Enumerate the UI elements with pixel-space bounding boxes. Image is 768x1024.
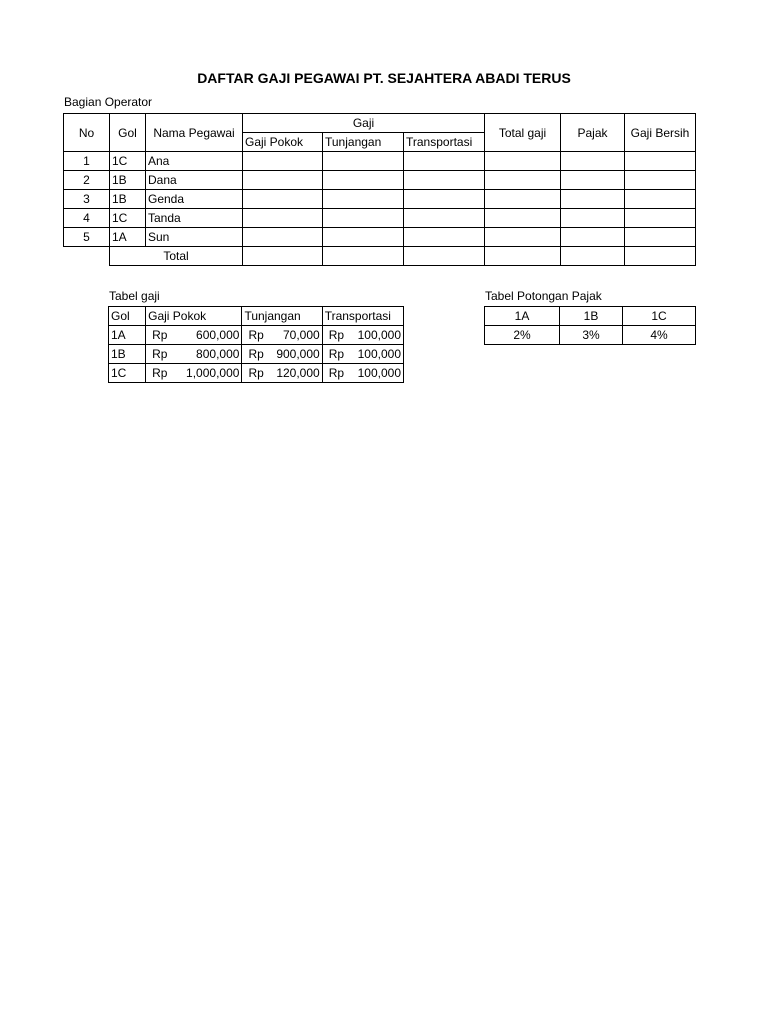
table-row xyxy=(64,190,696,209)
cell-empty[interactable] xyxy=(243,171,323,190)
cell-empty[interactable] xyxy=(625,228,696,247)
cell-empty[interactable] xyxy=(561,171,625,190)
header-transportasi: Transportasi xyxy=(404,133,485,152)
header-total-gaji: Total gaji xyxy=(485,114,561,152)
cell-tunjangan xyxy=(242,326,322,345)
cell-empty[interactable] xyxy=(323,152,404,171)
cell-empty[interactable] xyxy=(485,152,561,171)
cell-gol: 1B xyxy=(110,171,146,190)
cell-empty[interactable] xyxy=(561,228,625,247)
currency-label: Rp xyxy=(328,366,345,380)
header-transportasi: Transportasi xyxy=(322,307,403,326)
cell-empty[interactable] xyxy=(404,152,485,171)
cell-gol: 1B xyxy=(109,345,146,364)
cell-gaji-pokok xyxy=(146,326,242,345)
cell-gol: 1C xyxy=(109,364,146,383)
pajak-1b: 3% xyxy=(560,326,623,345)
cell-empty[interactable] xyxy=(561,190,625,209)
cell-empty[interactable] xyxy=(323,209,404,228)
header-gol: Gol xyxy=(109,307,146,326)
cell-empty[interactable] xyxy=(561,152,625,171)
cell-nama: Tanda xyxy=(146,209,243,228)
cell-empty[interactable] xyxy=(485,247,561,266)
cell-empty[interactable] xyxy=(323,247,404,266)
currency-label: Rp xyxy=(248,328,264,342)
amount: 600,000 xyxy=(196,328,240,342)
cell-no: 2 xyxy=(64,171,110,190)
amount: 70,000 xyxy=(283,328,320,342)
amount: 120,000 xyxy=(276,366,320,380)
cell-nama: Genda xyxy=(146,190,243,209)
table-row xyxy=(64,152,696,171)
cell-empty[interactable] xyxy=(625,209,696,228)
cell-empty[interactable] xyxy=(404,171,485,190)
currency-label: Rp xyxy=(248,366,264,380)
cell-empty[interactable] xyxy=(561,247,625,266)
cell-transportasi xyxy=(322,345,403,364)
currency-label: Rp xyxy=(152,347,168,361)
cell-no: 4 xyxy=(64,209,110,228)
cell-empty[interactable] xyxy=(485,171,561,190)
header-pajak: Pajak xyxy=(561,114,625,152)
blank-cell xyxy=(64,247,110,266)
header-gol-1a: 1A xyxy=(485,307,560,326)
cell-empty[interactable] xyxy=(625,190,696,209)
cell-empty[interactable] xyxy=(243,247,323,266)
cell-no: 3 xyxy=(64,190,110,209)
cell-nama: Ana xyxy=(146,152,243,171)
cell-nama: Sun xyxy=(146,228,243,247)
total-row xyxy=(64,247,696,266)
currency-label: Rp xyxy=(152,366,168,380)
table-row xyxy=(64,171,696,190)
table-row xyxy=(64,228,696,247)
cell-empty[interactable] xyxy=(323,171,404,190)
currency-label: Rp xyxy=(328,328,345,342)
page-title: DAFTAR GAJI PEGAWAI PT. SEJAHTERA ABADI TERUS xyxy=(197,70,571,86)
cell-empty[interactable] xyxy=(485,228,561,247)
header-gaji: Gaji xyxy=(243,114,485,133)
amount: 100,000 xyxy=(357,366,401,380)
cell-gol: 1C xyxy=(110,152,146,171)
cell-tunjangan xyxy=(242,364,322,383)
table-row xyxy=(109,326,404,345)
header-tunjangan: Tunjangan xyxy=(242,307,322,326)
total-label: Total xyxy=(110,247,243,266)
tabel-gaji-label: Tabel gaji xyxy=(109,289,160,303)
pajak-1c: 4% xyxy=(623,326,696,345)
cell-empty[interactable] xyxy=(404,190,485,209)
cell-nama: Dana xyxy=(146,171,243,190)
cell-empty[interactable] xyxy=(323,228,404,247)
cell-empty[interactable] xyxy=(625,171,696,190)
cell-empty[interactable] xyxy=(243,209,323,228)
cell-empty[interactable] xyxy=(323,190,404,209)
header-gol: Gol xyxy=(110,114,146,152)
cell-gol: 1A xyxy=(110,228,146,247)
tabel-potongan-pajak xyxy=(484,306,696,345)
cell-empty[interactable] xyxy=(243,228,323,247)
cell-transportasi xyxy=(322,326,403,345)
currency-label: Rp xyxy=(248,347,264,361)
header-gol-1c: 1C xyxy=(623,307,696,326)
header-gol-1b: 1B xyxy=(560,307,623,326)
cell-gol: 1A xyxy=(109,326,146,345)
cell-empty[interactable] xyxy=(485,209,561,228)
table-row xyxy=(485,326,696,345)
amount: 900,000 xyxy=(276,347,320,361)
currency-label: Rp xyxy=(328,347,345,361)
cell-empty[interactable] xyxy=(625,247,696,266)
header-gaji-pokok: Gaji Pokok xyxy=(243,133,323,152)
table-row xyxy=(64,209,696,228)
table-row xyxy=(109,364,404,383)
cell-empty[interactable] xyxy=(243,152,323,171)
cell-empty[interactable] xyxy=(404,209,485,228)
tabel-gaji xyxy=(108,306,404,383)
cell-gaji-pokok xyxy=(146,364,242,383)
section-label: Bagian Operator xyxy=(64,95,153,109)
amount: 100,000 xyxy=(357,347,401,361)
header-gaji-pokok: Gaji Pokok xyxy=(146,307,242,326)
table-row xyxy=(109,345,404,364)
currency-label: Rp xyxy=(152,328,168,342)
cell-gol: 1B xyxy=(110,190,146,209)
amount: 1,000,000 xyxy=(186,366,240,380)
tabel-pajak-label: Tabel Potongan Pajak xyxy=(485,289,602,303)
header-no: No xyxy=(64,114,110,152)
pajak-1a: 2% xyxy=(485,326,560,345)
cell-empty[interactable] xyxy=(404,247,485,266)
cell-transportasi xyxy=(322,364,403,383)
cell-empty[interactable] xyxy=(243,190,323,209)
cell-tunjangan xyxy=(242,345,322,364)
header-tunjangan: Tunjangan xyxy=(323,133,404,152)
amount: 800,000 xyxy=(196,347,240,361)
cell-gol: 1C xyxy=(110,209,146,228)
cell-empty[interactable] xyxy=(625,152,696,171)
cell-gaji-pokok xyxy=(146,345,242,364)
cell-no: 1 xyxy=(64,152,110,171)
salary-table xyxy=(63,113,696,266)
cell-no: 5 xyxy=(64,228,110,247)
cell-empty[interactable] xyxy=(561,209,625,228)
cell-empty[interactable] xyxy=(485,190,561,209)
amount: 100,000 xyxy=(357,328,401,342)
cell-empty[interactable] xyxy=(404,228,485,247)
header-gaji-bersih: Gaji Bersih xyxy=(625,114,696,152)
header-nama: Nama Pegawai xyxy=(146,114,243,152)
